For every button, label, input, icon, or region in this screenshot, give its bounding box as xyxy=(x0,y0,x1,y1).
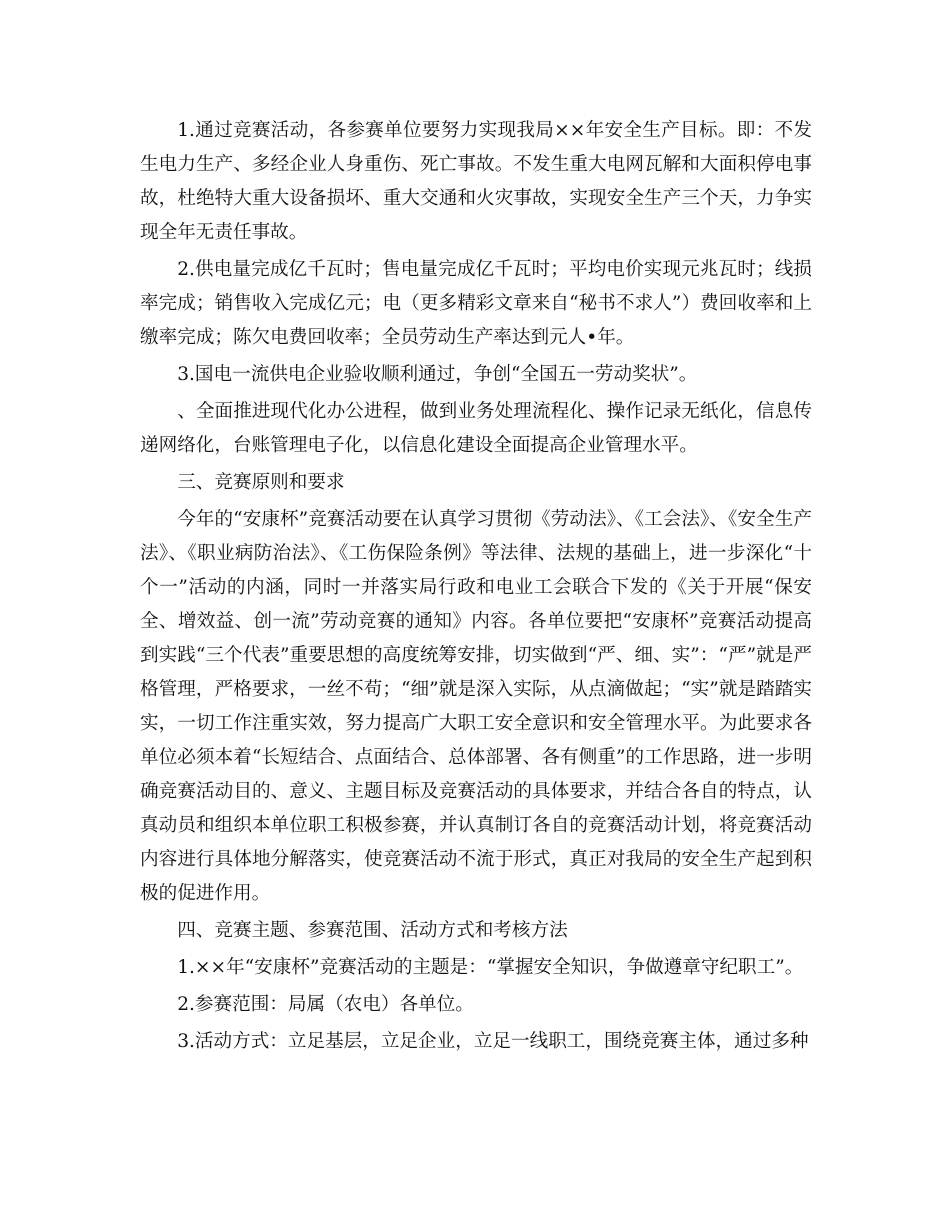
section-heading-3: 三、竞赛原则和要求 xyxy=(177,472,345,493)
section-heading-4: 四、竞赛主题、参赛范围、活动方式和考核方法 xyxy=(177,920,568,941)
paragraph-goal-3: 3.国电一流供电企业验收顺利通过，争创“全国五一劳动奖状”。 xyxy=(177,364,698,385)
paragraph-method: 3.活动方式：立足基层，立足企业，立足一线职工，围绕竞赛主体，通过多种 xyxy=(177,1031,809,1052)
paragraph-goal-1: 1.通过竞赛活动，各参赛单位要努力实现我局××年安全生产目标。即：不发生电力生产、多经企业人身重伤、死亡事故。不发生重大电网瓦解和大面积停电事故，杜绝特大重大设备损坏、重大交通和火灾事故，实现安全生产三个天，力争实现全年无责任事故。 xyxy=(140,120,812,243)
paragraph-theme: 1.××年“安康杯”竞赛活动的主题是：“掌握安全知识，争做遵章守纪职工”。 xyxy=(177,957,804,978)
document-body xyxy=(140,114,812,1062)
paragraph-goal-4: 、全面推进现代化办公进程，做到业务处理流程化、操作记录无纸化，信息传递网络化，台账管理电子化，以信息化建设全面提高企业管理水平。 xyxy=(140,401,812,456)
paragraph-scope: 2.参赛范围：局属（农电）各单位。 xyxy=(177,994,474,1015)
paragraph-principles: 今年的“安康杯”竞赛活动要在认真学习贯彻《劳动法》、《工会法》、《安全生产法》、《职业病防治法》、《工伤保险条例》等法律、法规的基础上，进一步深化“十个一”活动的内涵，同时一并落实局行政和电业工会联合下发的《关于开展“保安全、增效益、创一流”劳动竞赛的通知》内容。各单位要把“安康杯”竞赛活动提高到实践“三个代表”重要思想的高度统筹安排，切实做到“严、细、实”：“严”就是严格管理，严格要求，一丝不苟；“细”就是深入实际，从点滴做起；“实”就是踏踏实实，一切工作注重实效，努力提高广大职工安全意识和安全管理水平。为此要求各单位必须本着“长短结合、点面结合、总体部署、各有侧重”的工作思路，进一步明确竞赛活动目的、意义、主题目标及竞赛活动的具体要求，并结合各自的特点，认真动员和组织本单位职工积极参赛，并认真制订各自的竞赛活动计划，将竞赛活动内容进行具体地分解落实，使竞赛活动不流于形式，真正对我局的安全生产起到积极的促进作用。 xyxy=(140,509,812,904)
paragraph-goal-2: 2.供电量完成亿千瓦时；售电量完成亿千瓦时；平均电价实现元兆瓦时；线损率完成；销售收入完成亿元；电（更多精彩文章来自“秘书不求人”）费回收率和上缴率完成；陈欠电费回收率；全员劳动生产率达到元人•年。 xyxy=(140,259,812,348)
